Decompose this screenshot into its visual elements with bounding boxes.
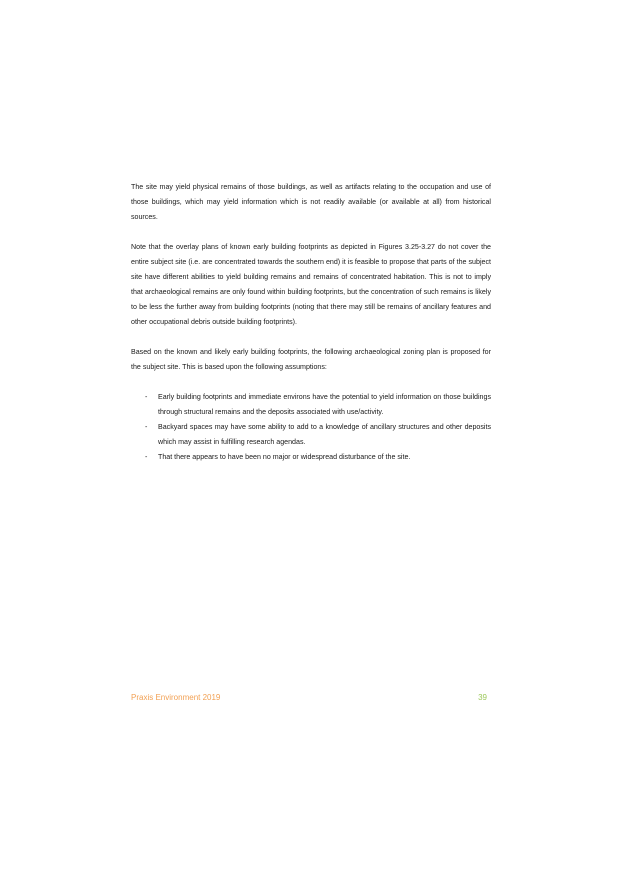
paragraph-1: The site may yield physical remains of those buildings, as well as artifacts relating to the occupation and use of those buildings, which may yield information which is not readily available (or available at all) from historical sources.: [131, 183, 491, 221]
list-item-text: That there appears to have been no major or widespread disturbance of the site.: [158, 453, 411, 461]
list-item-text: Early building footprints and immediate environs have the potential to yield information on those buildings through structural remains and the deposits associated with use/activity.: [158, 393, 491, 416]
assumptions-list: [131, 390, 491, 465]
footer-publisher: Praxis Environment 2019: [131, 693, 221, 702]
paragraph-2: Note that the overlay plans of known early building footprints as depicted in Figures 3.25-3.27 do not cover the entire subject site (i.e. are concentrated towards the southern end) it is feasible to propose that parts of the subject site have different abilities to yield building remains and remains of concentrated habitation. This is not to imply that archaeological remains are only found within building footprints, but the concentration of such remains is likely to be less the further away from building footprints (noting that there may still be remains of ancillary features and other occupational debris outside building footprints).: [131, 243, 491, 326]
paragraph-3: Based on the known and likely early building footprints, the following archaeological zoning plan is proposed for the subject site. This is based upon the following assumptions:: [131, 348, 491, 371]
body-text: [131, 180, 491, 465]
list-item: [131, 390, 491, 420]
bullet-dash: -: [145, 393, 148, 401]
list-item: [131, 420, 491, 450]
page-number: 39: [478, 693, 487, 702]
list-item-text: Backyard spaces may have some ability to add to a knowledge of ancillary structures and other deposits which may assist in fulfilling research agendas.: [158, 423, 491, 446]
bullet-dash: -: [145, 423, 148, 431]
list-item: [131, 450, 491, 465]
bullet-dash: -: [145, 453, 148, 461]
